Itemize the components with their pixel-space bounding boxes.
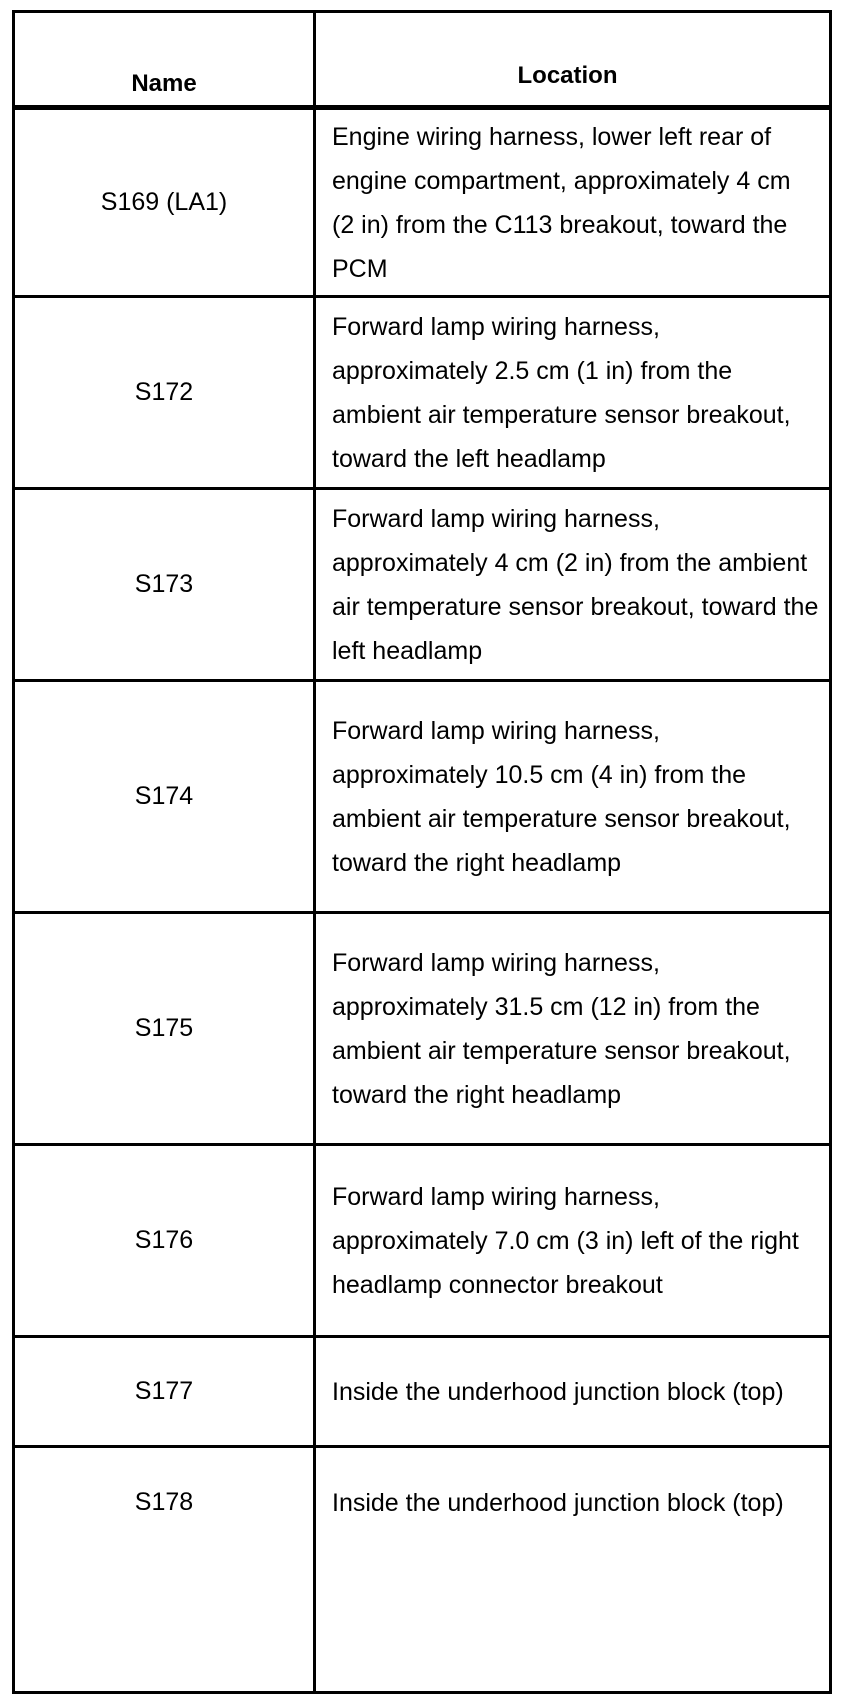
- splice-location: Engine wiring harness, lower left rear of engine compartment, approximately 4 cm (2 in) from the C113 breakout, toward the PCM: [332, 122, 791, 283]
- splice-name: S172: [134, 378, 194, 406]
- splice-location: Inside the underhood junction block (top): [332, 1377, 784, 1406]
- table-row: [15, 1143, 829, 1335]
- header-location: Location: [517, 62, 618, 89]
- splice-name: S176: [134, 1226, 194, 1254]
- header-row: [15, 13, 829, 110]
- splice-location: Forward lamp wiring harness, approximately 4 cm (2 in) from the ambient air temperature sensor breakout, toward the left headlamp: [332, 504, 819, 665]
- splice-name: S174: [134, 782, 194, 810]
- splice-name: S173: [134, 570, 194, 598]
- table-row: [15, 911, 829, 1143]
- table-row: [15, 679, 829, 911]
- table-row: [15, 295, 829, 487]
- table-row: [15, 1335, 829, 1445]
- splice-location: Inside the underhood junction block (top): [332, 1488, 784, 1517]
- splice-location: Forward lamp wiring harness, approximately 2.5 cm (1 in) from the ambient air temperature sensor breakout, toward the left headlamp: [332, 312, 791, 473]
- splice-name: S177: [134, 1377, 194, 1405]
- table-row: [15, 487, 829, 679]
- header-name: Name: [131, 70, 197, 97]
- splice-location: Forward lamp wiring harness, approximately 10.5 cm (4 in) from the ambient air temperature sensor breakout, toward the right headlamp: [332, 716, 791, 877]
- splice-name: S175: [134, 1014, 194, 1042]
- splice-name: S169 (LA1): [100, 188, 228, 216]
- splice-location-table: [12, 10, 832, 1694]
- table-row: [15, 1445, 829, 1691]
- table-row: [15, 105, 829, 295]
- splice-location: Forward lamp wiring harness, approximately 31.5 cm (12 in) from the ambient air temperature sensor breakout, toward the right headlamp: [332, 948, 791, 1109]
- splice-location: Forward lamp wiring harness, approximately 7.0 cm (3 in) left of the right headlamp connector breakout: [332, 1182, 799, 1299]
- splice-name: S178: [134, 1488, 194, 1516]
